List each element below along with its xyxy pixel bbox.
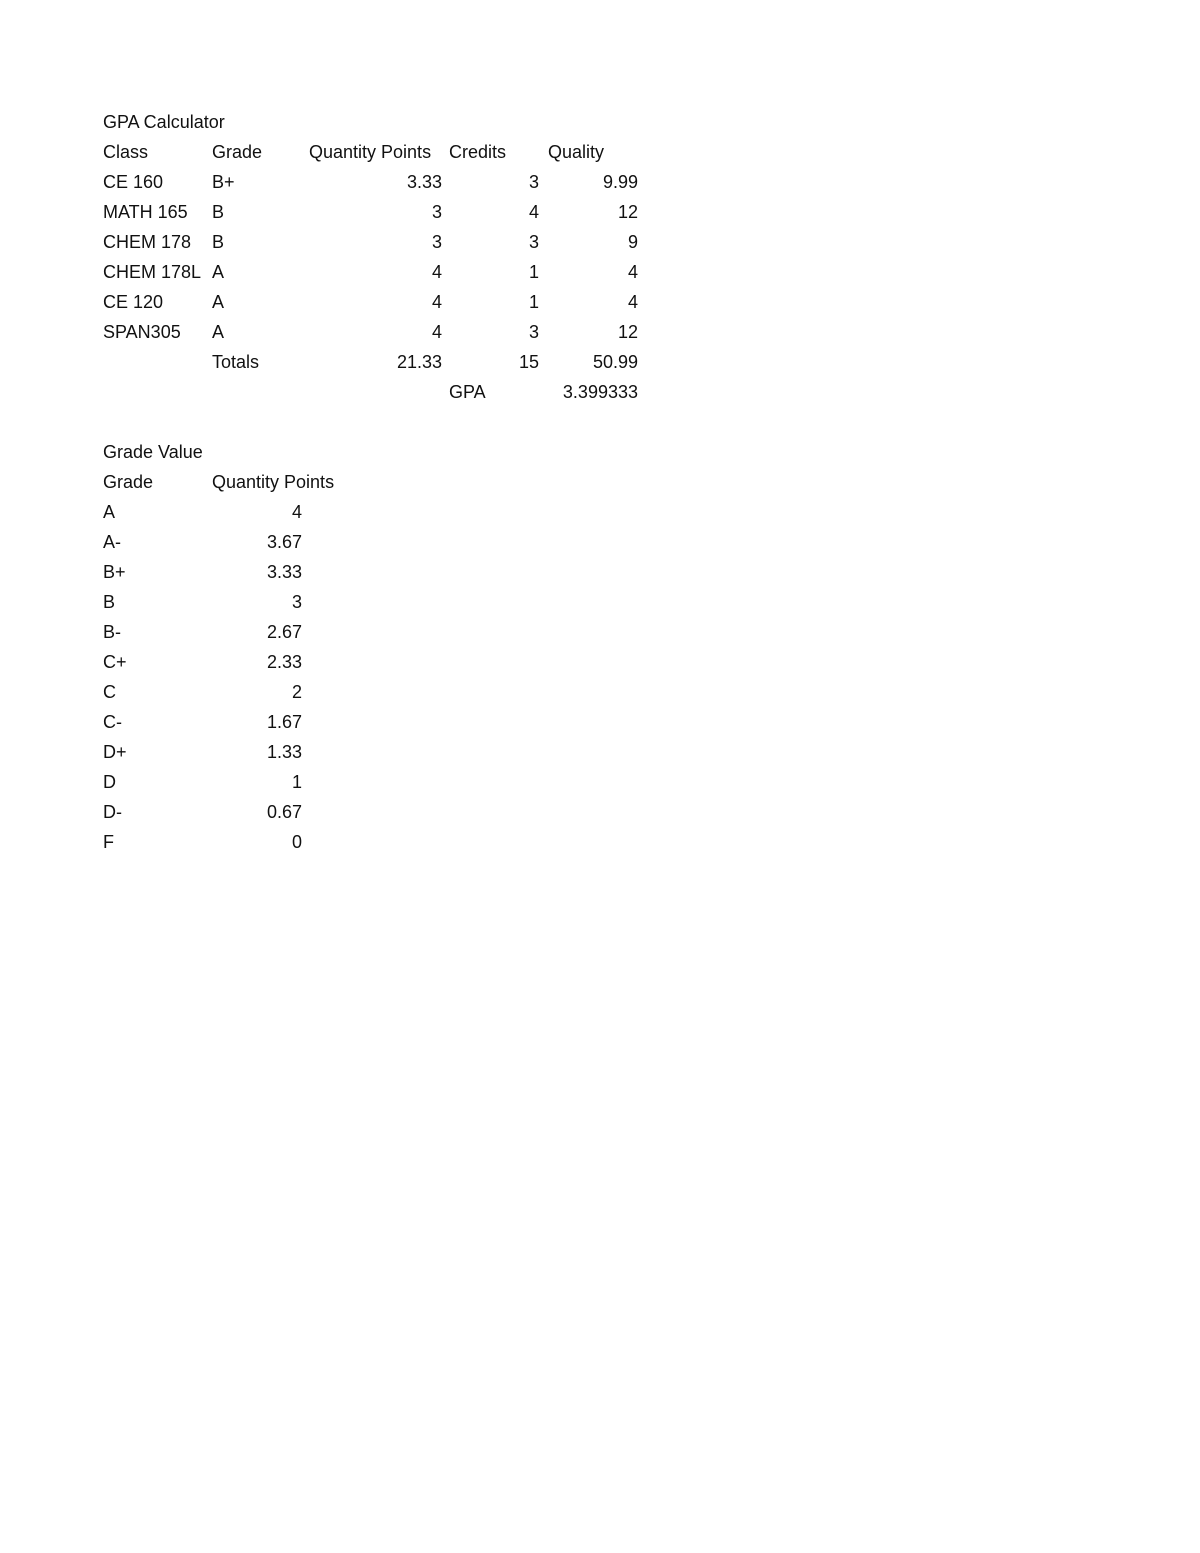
grade-points: 1.67 xyxy=(266,712,302,732)
grade-points: 4 xyxy=(291,502,302,522)
totals-quality: 50.99 xyxy=(592,352,638,372)
gpa-label: GPA xyxy=(449,382,486,402)
grade-letter: B+ xyxy=(103,562,126,582)
credits-cell: 3 xyxy=(528,232,539,252)
grade-cell: B+ xyxy=(212,172,235,192)
grade-points: 2.67 xyxy=(266,622,302,642)
quantity-points-cell: 4 xyxy=(431,292,442,312)
credits-cell: 1 xyxy=(528,262,539,282)
grade-cell: B xyxy=(212,232,225,252)
quantity-points-cell: 3 xyxy=(431,202,442,222)
grade-letter: B- xyxy=(103,622,121,642)
grade-value-header-quantity-points: Quantity Points xyxy=(212,472,335,492)
grade-points: 1 xyxy=(291,772,302,792)
quality-cell: 4 xyxy=(627,292,638,312)
header-grade: Grade xyxy=(212,142,263,162)
grade-points: 2 xyxy=(291,682,302,702)
grade-letter: A xyxy=(103,502,116,522)
class-cell: CHEM 178 xyxy=(103,232,192,252)
grade-points: 1.33 xyxy=(266,742,302,762)
grade-points: 3.33 xyxy=(266,562,302,582)
credits-cell: 3 xyxy=(528,322,539,342)
quantity-points-cell: 4 xyxy=(431,262,442,282)
grade-letter: D- xyxy=(103,802,122,822)
grade-cell: B xyxy=(212,202,225,222)
totals-label: Totals xyxy=(212,352,260,372)
quality-cell: 12 xyxy=(617,202,638,222)
header-quantity-points: Quantity Points xyxy=(309,142,432,162)
grade-letter: C- xyxy=(103,712,122,732)
grade-points: 2.33 xyxy=(266,652,302,672)
grade-points: 0.67 xyxy=(266,802,302,822)
quantity-points-cell: 3.33 xyxy=(406,172,442,192)
quantity-points-cell: 3 xyxy=(431,232,442,252)
grade-letter: C xyxy=(103,682,116,702)
grade-letter: D+ xyxy=(103,742,127,762)
credits-cell: 1 xyxy=(528,292,539,312)
grade-letter: A- xyxy=(103,532,121,552)
grade-value-title: Grade Value xyxy=(103,442,203,462)
grade-value-header-grade: Grade xyxy=(103,472,154,492)
quantity-points-cell: 4 xyxy=(431,322,442,342)
header-credits: Credits xyxy=(449,142,507,162)
totals-quantity-points: 21.33 xyxy=(396,352,442,372)
class-cell: CHEM 178L xyxy=(103,262,202,282)
header-quality: Quality xyxy=(548,142,605,162)
class-cell: SPAN305 xyxy=(103,322,181,342)
class-cell: CE 120 xyxy=(103,292,164,312)
credits-cell: 4 xyxy=(528,202,539,222)
class-cell: CE 160 xyxy=(103,172,164,192)
grade-points: 3.67 xyxy=(266,532,302,552)
class-cell: MATH 165 xyxy=(103,202,188,222)
grade-points: 3 xyxy=(291,592,302,612)
header-class: Class xyxy=(103,142,149,162)
quality-cell: 9 xyxy=(627,232,638,252)
grade-points: 0 xyxy=(291,832,302,852)
totals-credits: 15 xyxy=(518,352,539,372)
grade-cell: A xyxy=(212,292,225,312)
gpa-value: 3.399333 xyxy=(562,382,638,402)
credits-cell: 3 xyxy=(528,172,539,192)
quality-cell: 4 xyxy=(627,262,638,282)
grade-letter: D xyxy=(103,772,116,792)
grade-cell: A xyxy=(212,322,225,342)
grade-letter: F xyxy=(103,832,114,852)
calculator-title: GPA Calculator xyxy=(103,112,225,132)
grade-letter: B xyxy=(103,592,116,612)
quality-cell: 9.99 xyxy=(602,172,638,192)
grade-letter: C+ xyxy=(103,652,127,672)
quality-cell: 12 xyxy=(617,322,638,342)
grade-cell: A xyxy=(212,262,225,282)
